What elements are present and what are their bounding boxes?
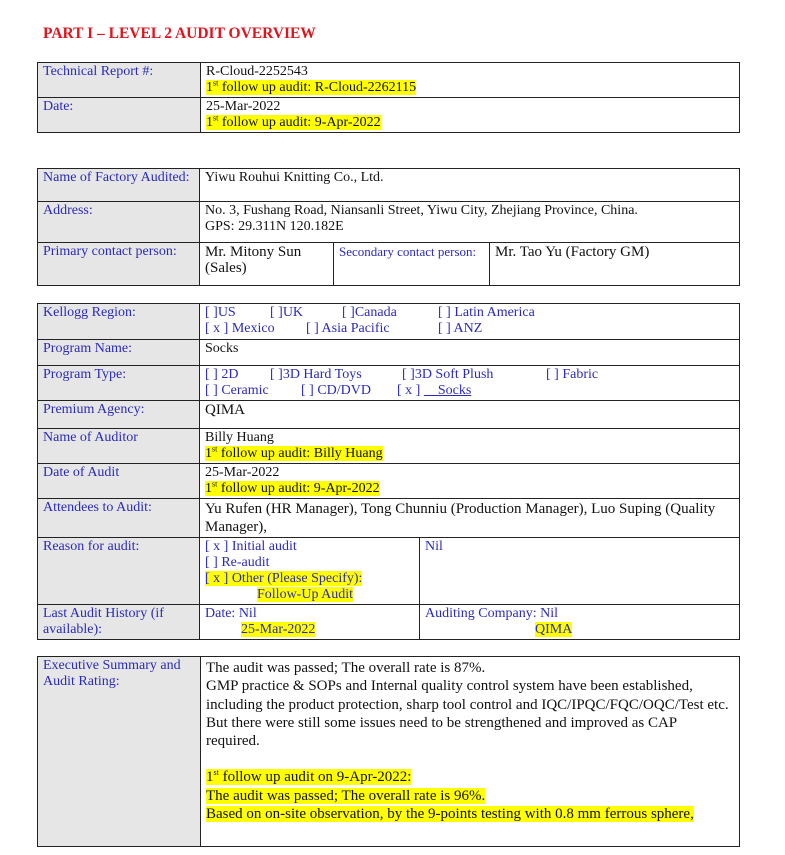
report-table [37,62,740,133]
label: Program Name: [38,340,200,366]
paragraph: GMP practice & SOPs and Internal quality control system have been established, including the product protection, sharp tool control and IQC/IPQC/FQC/OQC/Test etc. [206,678,729,713]
type-other-value: Socks [437,383,472,398]
history-date [200,605,420,640]
page-title: PART I – LEVEL 2 AUDIT OVERVIEW [43,25,316,42]
reason-other[interactable]: [ x ] Other (Please Specify): [205,571,363,586]
type-3d-soft-plush[interactable]: [ ]3D Soft Plush [402,367,494,382]
gps: GPS: 29.311N 120.182E [205,219,344,234]
factory-table [37,168,740,286]
value: R-Cloud-2252543 [206,64,308,79]
region-options [200,304,740,340]
address [200,202,740,243]
attendees: Yu Rufen (HR Manager), Tong Chunniu (Production Manager), Luo Suping (Quality Manager), [200,499,740,538]
label: Program Type: [38,366,200,401]
paragraph: But there were still some issues need to be strengthened and improved as CAP required. [206,714,677,750]
audit-date [200,464,740,499]
type-ceramic[interactable]: [ ] Ceramic [205,383,269,398]
region-uk[interactable]: [ ]UK [270,305,304,320]
value: Billy Huang [205,430,274,445]
program-name: Socks [200,340,740,366]
follow-up: 1st follow up audit: Billy Huang [205,444,383,461]
label: Name of Auditor [38,429,200,464]
type-other[interactable]: [ x ] [397,383,421,398]
program-table [37,303,740,640]
summary-table [37,656,740,847]
label: Last Audit History (if available): [38,605,200,640]
region-mexico[interactable]: [ x ] Mexico [205,321,275,336]
report-number [201,63,740,98]
report-date [201,98,740,133]
region-us[interactable]: [ ]US [205,305,236,320]
label: Secondary contact person: [334,243,490,286]
region-latin-america[interactable]: [ ] Latin America [438,305,535,320]
type-cd-dvd[interactable]: [ ] CD/DVD [301,383,371,398]
program-type-options [200,366,740,401]
factory-name: Yiwu Rouhui Knitting Co., Ltd. [200,169,740,202]
reason-re-audit[interactable]: [ ] Re-audit [205,555,270,570]
label: Premium Agency: [38,401,200,429]
type-fabric[interactable]: [ ] Fabric [546,367,599,382]
executive-summary [201,657,740,847]
type-3d-hard-toys[interactable]: [ ]3D Hard Toys [270,367,362,382]
reason-options [200,538,420,605]
region-anz[interactable]: [ ] ANZ [438,321,483,336]
follow-up-heading: 1st follow up audit on 9-Apr-2022: [206,768,412,786]
paragraph: The audit was passed; The overall rate is 87%. [206,660,486,676]
region-canada[interactable]: [ ]Canada [342,305,397,320]
history-company [420,605,740,640]
label: Kellogg Region: [38,304,200,340]
value: Date: Nil [205,606,257,621]
paragraph: Based on on-site observation, by the 9-points testing with 0.8 mm ferrous sphere, [206,806,694,823]
follow-up: 25-Mar-2022 [241,622,316,637]
label: Primary contact person: [38,243,200,286]
label: Technical Report #: [38,63,201,98]
reason-other-value: Follow-Up Audit [257,587,354,602]
label: Reason for audit: [38,538,200,605]
premium-agency: QIMA [200,401,740,429]
follow-up: 1st follow up audit: 9-Apr-2022 [205,479,380,496]
label: Name of Factory Audited: [38,169,200,202]
primary-contact: Mr. Mitony Sun (Sales) [200,243,334,286]
paragraph: The audit was passed; The overall rate is 96%. [206,787,486,804]
label: Date: [38,98,201,133]
type-2d[interactable]: [ ] 2D [205,367,239,382]
auditor [200,429,740,464]
label: Executive Summary and Audit Rating: [38,657,201,847]
value: 25-Mar-2022 [205,465,280,480]
label: Date of Audit [38,464,200,499]
follow-up: 1st follow up audit: R-Cloud-2262115 [206,78,417,95]
value: 25-Mar-2022 [206,99,281,114]
label: Attendees to Audit: [38,499,200,538]
follow-up: 1st follow up audit: 9-Apr-2022 [206,113,381,130]
follow-up: QIMA [535,622,573,637]
address-line: No. 3, Fushang Road, Niansanli Street, Yiwu City, Zhejiang Province, China. [205,203,638,218]
label: Address: [38,202,200,243]
value: Auditing Company: Nil [425,606,558,621]
region-asia-pacific[interactable]: [ ] Asia Pacific [306,321,390,336]
secondary-contact: Mr. Tao Yu (Factory GM) [490,243,740,286]
reason-note: Nil [420,538,740,605]
reason-initial[interactable]: [ x ] Initial audit [205,539,297,554]
